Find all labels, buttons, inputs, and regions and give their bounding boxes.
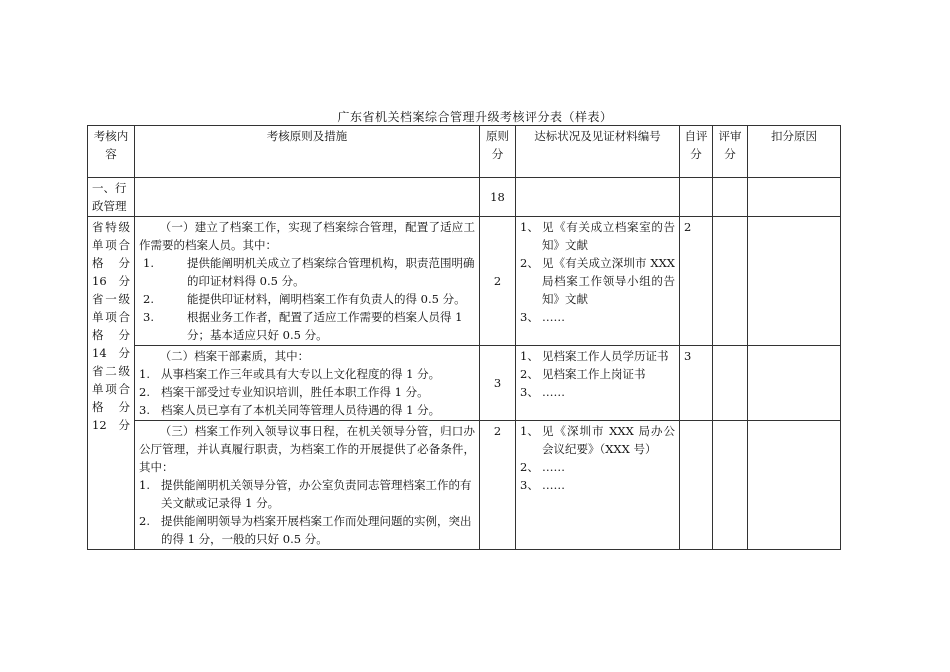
reason-cell bbox=[748, 346, 841, 421]
self-score-cell: 2 bbox=[680, 217, 713, 346]
measure-item bbox=[139, 365, 475, 383]
evidence-text: …… bbox=[542, 310, 565, 324]
evidence-cell bbox=[516, 217, 680, 346]
table-row bbox=[88, 421, 841, 550]
item-number: 3. bbox=[143, 310, 154, 324]
measure-item bbox=[139, 512, 475, 548]
category-score: 18 bbox=[480, 178, 516, 217]
evidence-number: 3、 bbox=[520, 478, 539, 492]
item-text: 能提供印证材料，阐明档案工作有负责人的得 0.5 分。 bbox=[187, 292, 466, 306]
evidence-item bbox=[520, 422, 675, 458]
evidence-item bbox=[520, 308, 675, 326]
item-text: 从事档案工作三年或具有大专以上文化程度的得 1 分。 bbox=[161, 367, 441, 381]
level-line: 省特级 bbox=[92, 220, 130, 234]
table-row bbox=[88, 217, 841, 346]
measures-cell bbox=[135, 217, 480, 346]
measure-item bbox=[139, 401, 475, 419]
header-row bbox=[88, 126, 841, 178]
header-self-score: 自评分 bbox=[680, 126, 713, 178]
level-line: 省二级 bbox=[92, 364, 130, 378]
measure-intro: （三）档案工作列入领导议事日程，在机关领导分管，归口办公厅管理，并认真履行职责，为档案工作的开展提供了必备条件，其中： bbox=[139, 424, 475, 474]
item-text: 提供能阐明领导为档案开展档案工作而处理问题的实例，突出的得 1 分，一般的只好 0.5 分。 bbox=[161, 514, 472, 546]
category-label: 一、行政管理 bbox=[88, 178, 135, 217]
reason-cell bbox=[748, 421, 841, 550]
score-cell: 2 bbox=[480, 421, 516, 550]
evidence-number: 1、 bbox=[520, 424, 539, 438]
item-number: 3. bbox=[139, 403, 150, 417]
evidence-number: 3、 bbox=[520, 310, 539, 324]
evidence-number: 1、 bbox=[520, 349, 539, 363]
category-review bbox=[713, 178, 748, 217]
item-text: 提供能阐明机关领导分管，办公室负责同志管理档案工作的有关文献或记录得 1 分。 bbox=[161, 478, 472, 510]
review-score-cell bbox=[713, 346, 748, 421]
evidence-text: 见《有关成立档案室的告知》文献 bbox=[542, 220, 675, 252]
evidence-item bbox=[520, 218, 675, 254]
level-line: 单项合 bbox=[92, 238, 130, 252]
evidence-item bbox=[520, 365, 675, 383]
evidence-text: 见档案工作人员学历证书 bbox=[542, 349, 669, 363]
evidence-number: 2、 bbox=[520, 460, 539, 474]
header-reason: 扣分原因 bbox=[748, 126, 841, 178]
measure-intro: （二）档案干部素质，其中： bbox=[159, 349, 310, 363]
level-line: 单项合 bbox=[92, 382, 130, 396]
evidence-text: …… bbox=[542, 460, 565, 474]
evidence-number: 2、 bbox=[520, 256, 539, 270]
evidence-item bbox=[520, 254, 675, 308]
measure-intro: （一）建立了档案工作，实现了档案综合管理，配置了适应工作需要的档案人员。其中： bbox=[139, 220, 475, 252]
category-reason bbox=[748, 178, 841, 217]
evidence-text: 见《有关成立深圳市 XXX 局档案工作领导小组的告知》文献 bbox=[542, 256, 675, 306]
item-text: 提供能阐明机关成立了档案综合管理机构，职责范围明确的印证材料得 0.5 分。 bbox=[187, 256, 475, 288]
reason-cell bbox=[748, 217, 841, 346]
level-line: 单项合 bbox=[92, 310, 130, 324]
item-text: 档案人员已享有了本机关同等管理人员待遇的得 1 分。 bbox=[161, 403, 441, 417]
header-review-score: 评审分 bbox=[713, 126, 748, 178]
category-row bbox=[88, 178, 841, 217]
category-measures bbox=[135, 178, 480, 217]
item-number: 1. bbox=[143, 256, 154, 270]
level-line: 格 分 bbox=[92, 256, 130, 270]
measure-item bbox=[139, 290, 475, 308]
table-row bbox=[88, 346, 841, 421]
item-number: 1. bbox=[139, 478, 150, 492]
item-number: 1. bbox=[139, 367, 150, 381]
evidence-text: …… bbox=[542, 385, 565, 399]
page-title: 广东省机关档案综合管理升级考核评分表（样表） bbox=[337, 110, 613, 124]
level-line: 14 分 bbox=[92, 346, 130, 360]
evidence-number: 3、 bbox=[520, 385, 539, 399]
item-text: 根据业务工作者，配置了适应工作需要的档案人员得 1 分；基本适应只好 0.5 分。 bbox=[187, 310, 463, 342]
level-line: 格 分 bbox=[92, 328, 130, 342]
level-line: 16 分 bbox=[92, 274, 130, 288]
evidence-text: …… bbox=[542, 478, 565, 492]
evidence-cell bbox=[516, 346, 680, 421]
header-measures: 考核原则及措施 bbox=[135, 126, 480, 178]
level-line: 12 分 bbox=[92, 418, 130, 432]
score-table bbox=[87, 125, 841, 550]
item-number: 2. bbox=[143, 292, 154, 306]
item-text: 档案干部受过专业知识培训，胜任本职工作得 1 分。 bbox=[161, 385, 429, 399]
score-cell: 3 bbox=[480, 346, 516, 421]
evidence-text: 见《深圳市 XXX 局办公会议纪要》（XXX 号） bbox=[542, 424, 675, 456]
header-item: 考核内容 bbox=[88, 126, 135, 178]
header-score: 原则分 bbox=[480, 126, 516, 178]
level-criteria bbox=[88, 217, 135, 550]
evidence-number: 2、 bbox=[520, 367, 539, 381]
evidence-item bbox=[520, 476, 675, 494]
measures-cell bbox=[135, 421, 480, 550]
evidence-number: 1、 bbox=[520, 220, 539, 234]
review-score-cell bbox=[713, 421, 748, 550]
header-evidence: 达标状况及见证材料编号 bbox=[516, 126, 680, 178]
review-score-cell bbox=[713, 217, 748, 346]
evidence-item bbox=[520, 458, 675, 476]
item-number: 2. bbox=[139, 385, 150, 399]
level-line: 格 分 bbox=[92, 400, 130, 414]
evidence-item bbox=[520, 347, 675, 365]
item-number: 2. bbox=[139, 514, 150, 528]
level-line: 省一级 bbox=[92, 292, 130, 306]
measures-cell bbox=[135, 346, 480, 421]
evidence-text: 见档案工作上岗证书 bbox=[542, 367, 646, 381]
self-score-cell: 3 bbox=[680, 346, 713, 421]
measure-item bbox=[139, 254, 475, 290]
evidence-cell bbox=[516, 421, 680, 550]
self-score-cell bbox=[680, 421, 713, 550]
measure-item bbox=[139, 383, 475, 401]
category-self bbox=[680, 178, 713, 217]
score-cell: 2 bbox=[480, 217, 516, 346]
measure-item bbox=[139, 476, 475, 512]
evidence-item bbox=[520, 383, 675, 401]
category-evidence bbox=[516, 178, 680, 217]
measure-item bbox=[139, 308, 475, 344]
